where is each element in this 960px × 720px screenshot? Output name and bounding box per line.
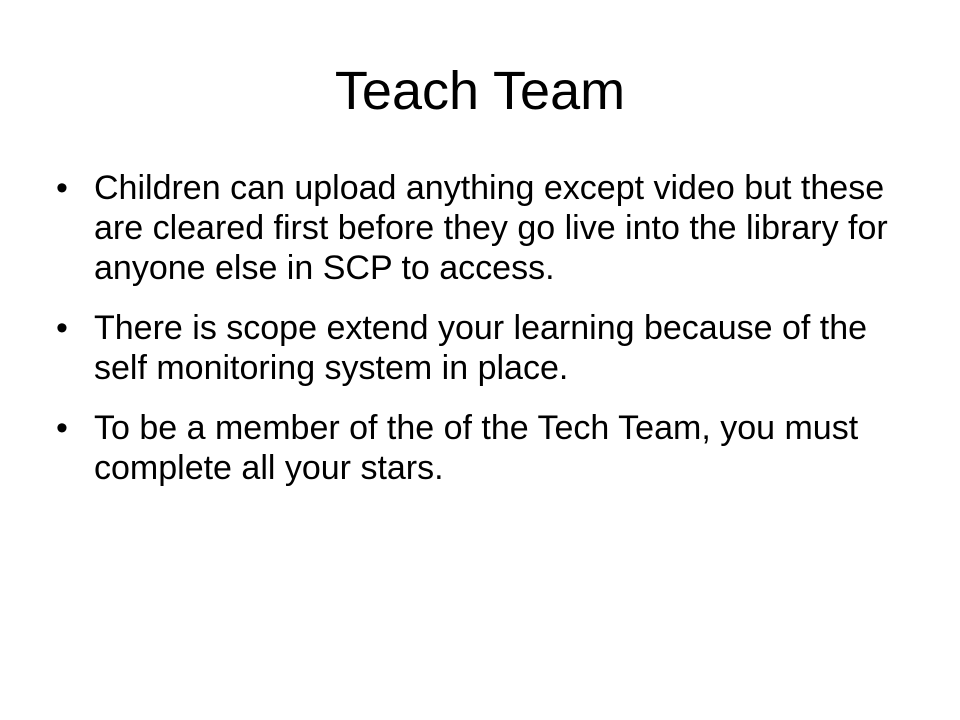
bullet-item [56, 408, 916, 488]
bullet-marker-icon: • [56, 169, 68, 207]
bullet-item [56, 308, 916, 388]
bullet-marker-icon: • [56, 409, 68, 447]
bullet-text: Children can upload anything except video but these are cleared first before they go live into the library for anyone else in SCP to access. [94, 169, 888, 287]
bullet-text: To be a member of the of the Tech Team, you must complete all your stars. [94, 409, 859, 487]
bullet-marker-icon: • [56, 309, 68, 347]
bullet-text: There is scope extend your learning because of the self monitoring system in place. [94, 309, 868, 387]
slide-title: Teach Team [334, 61, 626, 121]
bullet-list [56, 168, 916, 508]
bullet-item [56, 168, 916, 288]
